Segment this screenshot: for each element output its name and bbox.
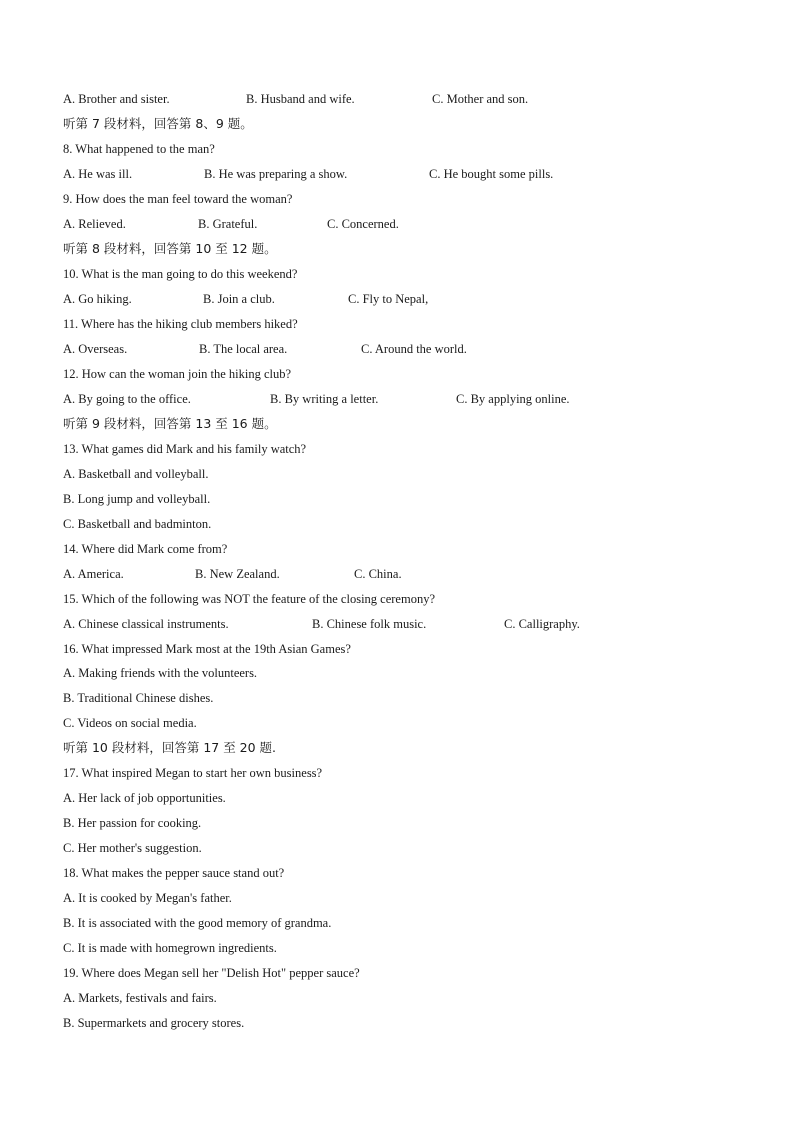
q11-option-b: B. The local area. bbox=[199, 342, 288, 356]
q9-option-c: C. Concerned. bbox=[327, 217, 399, 231]
q18-option-c: C. It is made with homegrown ingredients. bbox=[63, 941, 277, 955]
q12-question: 12. How can the woman join the hiking club? bbox=[63, 367, 292, 381]
q14-option-a: A. America. bbox=[63, 567, 124, 581]
q15-question: 15. Which of the following was NOT the feature of the closing ceremony? bbox=[63, 592, 435, 606]
section-8-instruction: 听第 8 段材料，回答第 10 至 12 题。 bbox=[63, 241, 277, 256]
q15-option-a: A. Chinese classical instruments. bbox=[63, 617, 229, 631]
q11-option-c: C. Around the world. bbox=[361, 342, 467, 356]
q16-option-c: C. Videos on social media. bbox=[63, 716, 197, 730]
q16-question: 16. What impressed Mark most at the 19th Asian Games? bbox=[63, 642, 351, 656]
q14-option-b: B. New Zealand. bbox=[195, 567, 280, 581]
q7-option-b: B. Husband and wife. bbox=[246, 92, 355, 106]
q7-option-a: A. Brother and sister. bbox=[63, 92, 170, 106]
section-7-instruction: 听第 7 段材料，回答第 8、9 题。 bbox=[63, 116, 253, 131]
q11-option-a: A. Overseas. bbox=[63, 342, 128, 356]
q8-option-b: B. He was preparing a show. bbox=[204, 167, 348, 181]
q13-option-c: C. Basketball and badminton. bbox=[63, 517, 212, 531]
q10-option-b: B. Join a club. bbox=[203, 292, 275, 306]
q12-option-b: B. By writing a letter. bbox=[270, 392, 379, 406]
q8-option-c: C. He bought some pills. bbox=[429, 167, 554, 181]
q10-option-c: C. Fly to Nepal, bbox=[348, 292, 429, 306]
q12-option-c: C. By applying online. bbox=[456, 392, 570, 406]
q16-option-a: A. Making friends with the volunteers. bbox=[63, 666, 258, 680]
q17-option-c: C. Her mother's suggestion. bbox=[63, 841, 202, 855]
q9-option-a: A. Relieved. bbox=[63, 217, 126, 231]
q19-question: 19. Where does Megan sell her "Delish Hot" pepper sauce? bbox=[63, 966, 360, 980]
q13-question: 13. What games did Mark and his family watch? bbox=[63, 442, 307, 456]
q16-option-b: B. Traditional Chinese dishes. bbox=[63, 691, 214, 705]
q9-option-b: B. Grateful. bbox=[198, 217, 258, 231]
section-9-instruction: 听第 9 段材料，回答第 13 至 16 题。 bbox=[63, 416, 277, 431]
q10-option-a: A. Go hiking. bbox=[63, 292, 132, 306]
q17-option-a: A. Her lack of job opportunities. bbox=[63, 791, 226, 805]
q10-question: 10. What is the man going to do this weekend? bbox=[63, 267, 298, 281]
q18-option-b: B. It is associated with the good memory of grandma. bbox=[63, 916, 332, 930]
q8-option-a: A. He was ill. bbox=[63, 167, 133, 181]
q17-option-b: B. Her passion for cooking. bbox=[63, 816, 202, 830]
q15-option-b: B. Chinese folk music. bbox=[312, 617, 427, 631]
q19-option-a: A. Markets, festivals and fairs. bbox=[63, 991, 217, 1005]
q15-option-c: C. Calligraphy. bbox=[504, 617, 580, 631]
q7-option-c: C. Mother and son. bbox=[432, 92, 529, 106]
q13-option-b: B. Long jump and volleyball. bbox=[63, 492, 211, 506]
q17-question: 17. What inspired Megan to start her own business? bbox=[63, 766, 323, 780]
q11-question: 11. Where has the hiking club members hiked? bbox=[63, 317, 298, 331]
q14-option-c: C. China. bbox=[354, 567, 402, 581]
q14-question: 14. Where did Mark come from? bbox=[63, 542, 228, 556]
q9-question: 9. How does the man feel toward the woman? bbox=[63, 192, 293, 206]
q18-question: 18. What makes the pepper sauce stand out? bbox=[63, 866, 285, 880]
q12-option-a: A. By going to the office. bbox=[63, 392, 191, 406]
section-10-instruction: 听第 10 段材料，回答第 17 至 20 题. bbox=[63, 740, 277, 755]
q19-option-b: B. Supermarkets and grocery stores. bbox=[63, 1016, 245, 1030]
q8-question: 8. What happened to the man? bbox=[63, 142, 215, 156]
q18-option-a: A. It is cooked by Megan's father. bbox=[63, 891, 232, 905]
q13-option-a: A. Basketball and volleyball. bbox=[63, 467, 209, 481]
